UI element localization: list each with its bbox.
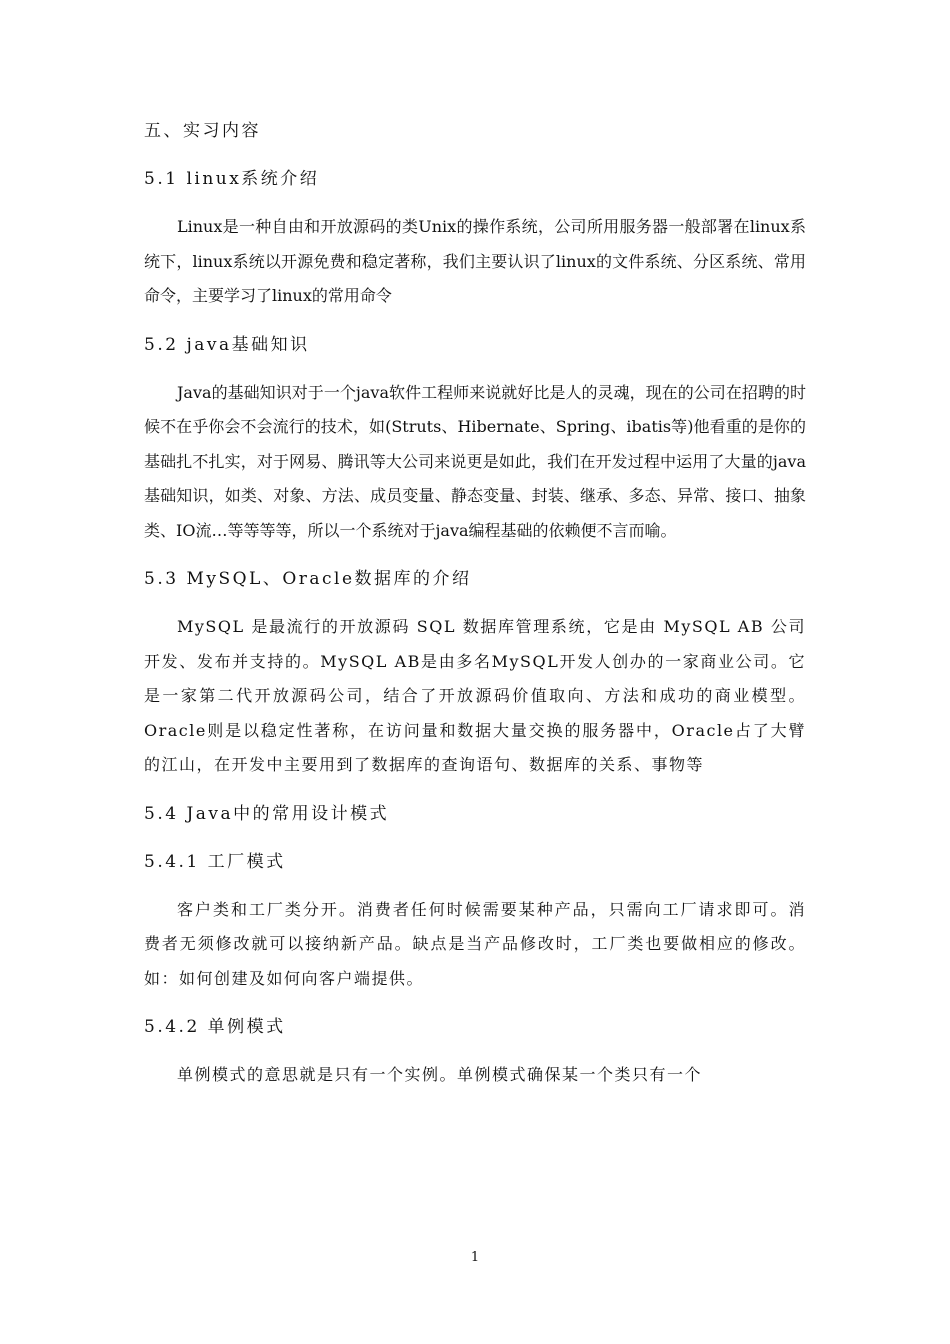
paragraph-java-basics: Java的基础知识对于一个java软件工程师来说就好比是人的灵魂，现在的公司在招聘的时候不在乎你会不会流行的技术，如(Struts、Hibernate、Spring、ibatis等)他看重的是你的基础扎不扎实，对于网易、腾讯等大公司来说更是如此，我们在开发过程中运用了大量的java基础知识，如类、对象、方法、成员变量、静态变量、封装、继承、多态、异常、接口、抽象类、IO流…等等等等，所以一个系统对于java编程基础的依赖便不言而喻。 [144, 382, 806, 540]
section-heading-5-4-1: 5.4.1 工厂模式 [144, 851, 286, 872]
page-number: 1 [470, 1250, 480, 1265]
section-heading-5-1: 5.1 linux系统介绍 [144, 169, 320, 189]
section-heading-5-3: 5.3 MySQL、Oracle数据库的介绍 [144, 569, 472, 589]
section-heading-5: 五、实习内容 [144, 121, 261, 141]
section-heading-5-2: 5.2 java基础知识 [144, 334, 310, 355]
paragraph-singleton-pattern: 单例模式的意思就是只有一个实例。单例模式确保某一个类只有一个 [177, 1065, 703, 1084]
document-body [144, 114, 806, 1107]
paragraph-linux: Linux是一种自由和开放源码的类Unix的操作系统，公司所用服务器一般部署在linux系统下，linux系统以开源免费和稳定著称，我们主要认识了linux的文件系统、分区系统、常用命令，主要学习了linux的常用命令 [144, 217, 806, 305]
section-heading-5-4: 5.4 Java中的常用设计模式 [144, 803, 390, 824]
paragraph-databases: MySQL 是最流行的开放源码 SQL 数据库管理系统，它是由 MySQL AB 公司开发、发布并支持的。MySQL AB是由多名MySQL开发人创办的一家商业公司。它是一家第二代开放源码公司，结合了开放源码价值取向、方法和成功的商业模型。Oracle则是以稳定性著称，在访问量和数据大量交换的服务器中，Oracle占了大臂的江山，在开发中主要用到了数据库的查询语句、数据库的关系、事物等 [144, 617, 806, 774]
paragraph-factory-pattern: 客户类和工厂类分开。消费者任何时候需要某种产品，只需向工厂请求即可。消费者无须修改就可以接纳新产品。缺点是当产品修改时，工厂类也要做相应的修改。如：如何创建及如何向客户端提供。 [144, 899, 806, 988]
section-heading-5-4-2: 5.4.2 单例模式 [144, 1017, 286, 1037]
